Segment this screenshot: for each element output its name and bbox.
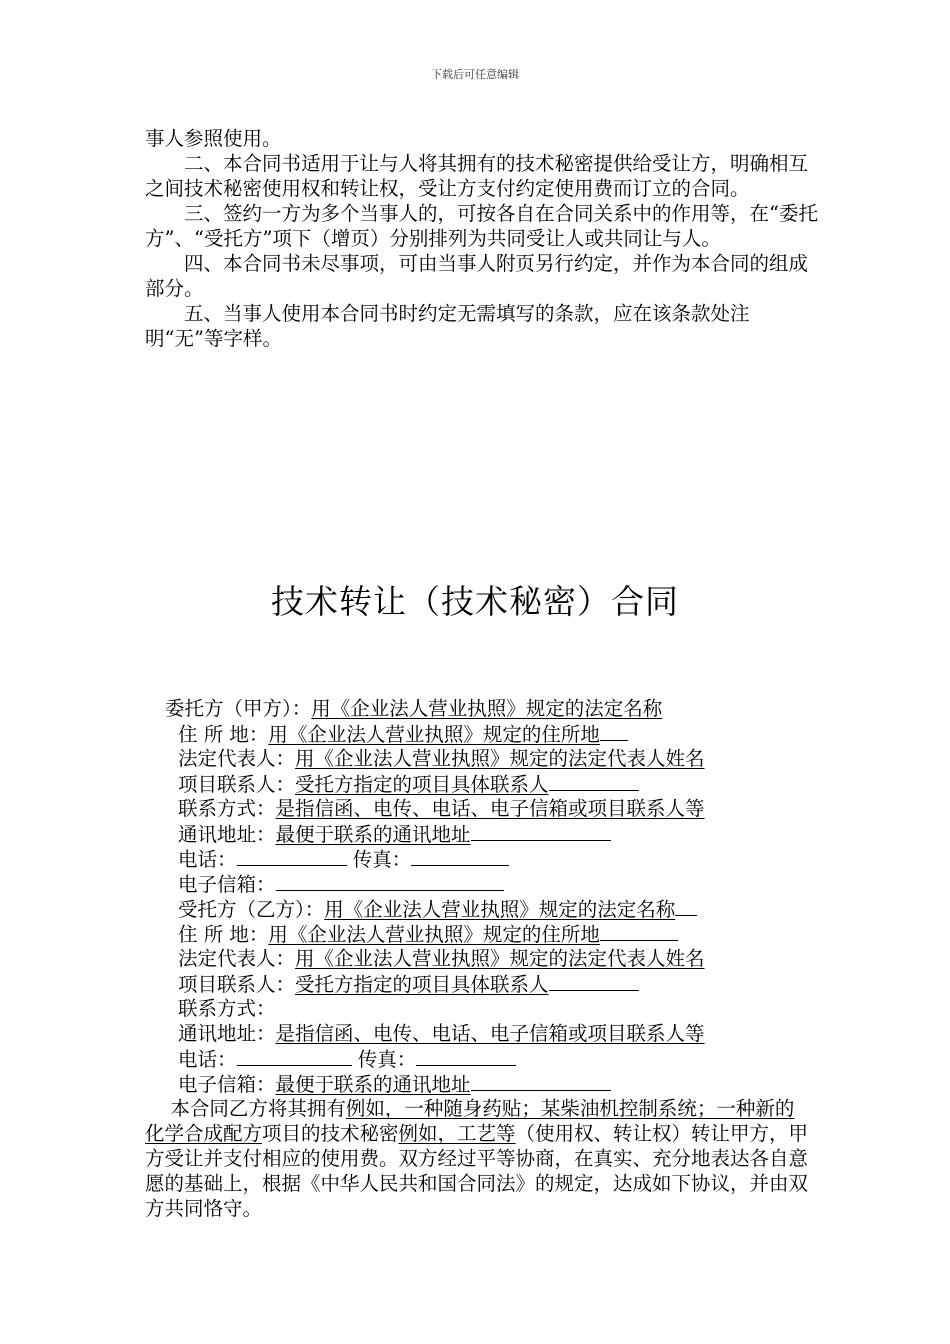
party-a-fax-label: 传真： [352,848,412,871]
party-a-mail-blank [471,821,611,841]
party-b-email-blank [471,1071,611,1091]
party-b-rep-label: 法定代表人： [178,947,296,970]
party-b-method-row [178,996,276,1021]
party-a-email-blank [276,871,504,891]
party-a-contact-row [178,771,639,796]
party-b-contact-row [178,971,639,996]
party-a-phone-row [178,846,509,871]
party-a-name: 用《企业法人营业执照》规定的法定名称 [311,697,663,720]
agreement-t3: （使用权、转让权）转让甲方，甲方受让并支付相应的使用费。双方经过平等协商，在真实、充分地表达各自意愿的基础上，根据《中华人民共和国合同法》的规定，达成如下协议，并由双方共同恪守。 [145,1122,809,1220]
intro-p2: 二、本合同书适用于让与人将其拥有的技术秘密提供给受让方，明确相互之间技术秘密使用权和转让权，受让方支付约定使用费而订立的合同。 [145,152,809,200]
agreement-paragraph [145,1096,810,1221]
party-a-rep-label: 法定代表人： [178,747,296,770]
party-b-phone-label: 电话： [178,1048,237,1071]
party-b-mail: 是指信函、电传、电话、电子信箱或项目联系人等 [275,1022,705,1045]
party-b-mail-label: 通讯地址： [178,1022,276,1045]
agreement-text [145,1096,810,1221]
party-b-name-blank [675,896,697,916]
party-b-method-label: 联系方式： [178,997,276,1020]
party-b-addr: 用《企业法人营业执照》规定的住所地 [268,923,600,946]
party-b-rep-row [178,946,705,971]
intro-p5: 五、当事人使用本合同书时约定无需填写的条款，应在该条款处注明“无”等字样。 [145,302,750,350]
party-b-email-label: 电子信箱： [178,1073,276,1096]
party-b-phone-blank [237,1046,352,1066]
party-b-email: 最便于联系的通讯地址 [275,1073,471,1096]
party-a-fax-blank [411,846,509,866]
party-b-contact-blank [549,971,639,991]
party-a-addr: 用《企业法人营业执照》规定的住所地 [268,723,600,746]
party-a-phone-label: 电话： [178,848,237,871]
party-a-phone-blank [237,846,347,866]
party-a-name-row [165,696,662,721]
party-a-method: 是指信函、电传、电话、电子信箱或项目联系人等 [275,797,705,820]
party-b-contact-label: 项目联系人： [178,973,296,996]
party-b-label: 受托方（乙方）： [178,898,325,921]
intro-p4: 四、本合同书未尽事项，可由当事人附页另行约定，并作为本合同的组成部分。 [145,252,809,300]
party-a-addr-blank [600,721,628,741]
party-b-phone-row [178,1046,516,1071]
party-a-contact-label: 项目联系人： [178,773,296,796]
agreement-example-project: 例如，一种随身药贴；某柴油机控制系统；一种新的化学合成配方 [145,1097,795,1145]
party-a-contact: 受托方指定的项目具体联系人 [295,773,549,796]
party-b-email-row [178,1071,611,1096]
party-b-contact: 受托方指定的项目具体联系人 [295,973,549,996]
party-a-mail-row [178,821,611,846]
intro-p3: 三、签约一方为多个当事人的，可按各自在合同关系中的作用等，在“委托方”、“受托方”项下（增页）分别排列为共同受让人或共同让与人。 [145,202,818,250]
page-header: 下载后可任意编辑 [431,68,519,81]
party-a-method-row [178,796,705,821]
intro-notes [145,126,825,351]
party-a-email-row [178,871,504,896]
party-b-fax-blank [416,1046,516,1066]
contract-title: 技术转让（技术秘密）合同 [271,582,679,621]
intro-p1: 事人参照使用。 [145,127,282,150]
party-b-name: 用《企业法人营业执照》规定的法定名称 [324,898,676,921]
agreement-t1: 本合同乙方将其拥有 [170,1097,346,1120]
party-b-mail-row [178,1021,705,1046]
agreement-example-process: 例如，工艺等 [398,1122,516,1145]
agreement-t2: 项目的技术秘密 [262,1122,399,1145]
party-a-addr-label: 住 所 地： [178,723,269,746]
party-b-name-row [178,896,697,921]
party-b-addr-row [178,921,678,946]
party-a-addr-row [178,721,628,746]
party-a-contact-blank [549,771,639,791]
party-b-addr-blank [600,921,678,941]
party-a-label: 委托方（甲方）： [165,697,312,720]
party-a-rep-row [178,746,705,771]
party-a-method-label: 联系方式： [178,797,276,820]
party-a-email-label: 电子信箱： [178,873,276,896]
party-b-addr-label: 住 所 地： [178,923,269,946]
party-a-mail: 最便于联系的通讯地址 [275,823,471,846]
party-b-rep: 用《企业法人营业执照》规定的法定代表人姓名 [295,947,705,970]
party-a-rep: 用《企业法人营业执照》规定的法定代表人姓名 [295,747,705,770]
party-b-fax-label: 传真： [357,1048,417,1071]
party-a-mail-label: 通讯地址： [178,823,276,846]
